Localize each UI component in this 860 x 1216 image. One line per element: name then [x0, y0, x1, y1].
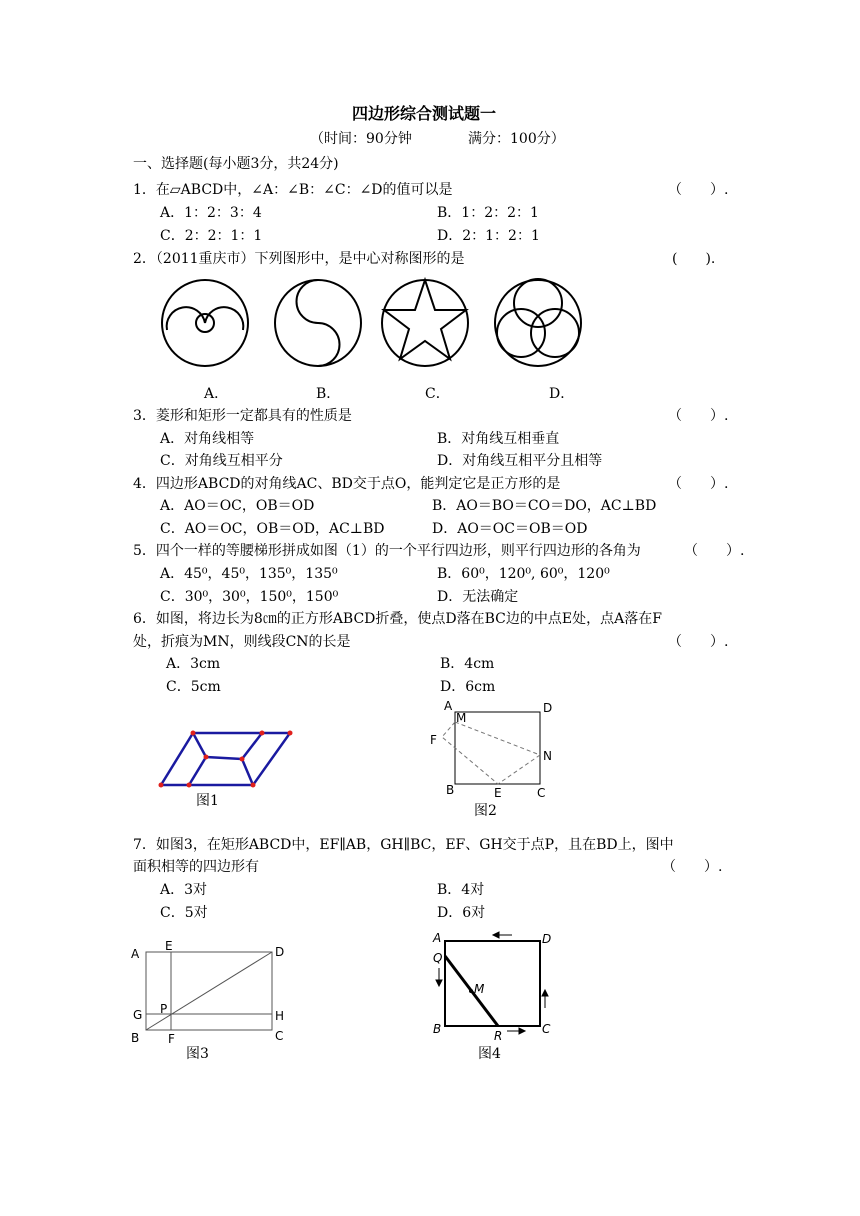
fig4-label-r: R — [494, 1029, 503, 1043]
time-limit: （时间：90分钟 — [310, 131, 412, 147]
q1-option-c: C．2：2：1：1 — [160, 228, 263, 244]
q7-stem-line2: 面积相等的四边形有 — [133, 859, 259, 875]
fig2-label-f: F — [430, 733, 437, 747]
q4-bracket: （ ）. — [668, 476, 729, 492]
q5-option-b: B．60⁰，120⁰, 60⁰，120⁰ — [437, 566, 610, 582]
q3-option-d: D．对角线互相平分且相等 — [437, 453, 603, 469]
fig4-label-a: A — [433, 931, 442, 945]
fig2-label-d: D — [543, 701, 553, 715]
fig2-label-n: N — [543, 749, 552, 763]
fig4-label-b: B — [433, 1022, 442, 1036]
q6-option-a: A．3cm — [166, 656, 221, 672]
figure-1-caption: 图1 — [196, 793, 219, 809]
q5-stem: 5．四个一样的等腰梯形拼成如图（1）的一个平行四边形，则平行四边形的各角为 — [133, 543, 641, 559]
fig3-label-e: E — [165, 939, 173, 953]
q2-label-a: A． — [204, 386, 229, 402]
q1-option-d: D．2：1：2：1 — [437, 228, 540, 244]
q3-option-a: A．对角线相等 — [160, 431, 255, 447]
fig3-label-c: C — [275, 1029, 284, 1043]
fig3-label-h: H — [275, 1009, 285, 1023]
section-heading: 一、选择题(每小题3分，共24分) — [133, 156, 339, 172]
q1-stem: 1．在▱ABCD中，∠A：∠B：∠C：∠D的值可以是 — [133, 182, 453, 198]
q6-option-d: D．6cm — [440, 679, 496, 695]
fig3-label-b: B — [131, 1031, 140, 1045]
q6-bracket: （ ）. — [668, 634, 729, 650]
q4-stem: 4．四边形ABCD的对角线AC、BD交于点O，能判定它是正方形的是 — [133, 476, 561, 492]
full-score: 满分：100分） — [468, 131, 565, 147]
fig3-label-a: A — [131, 947, 140, 961]
q7-option-c: C．5对 — [160, 905, 208, 921]
q6-stem-line2: 处，折痕为MN，则线段CN的长是 — [133, 634, 351, 650]
q3-bracket: （ ）. — [668, 408, 729, 424]
q1-option-b: B．1：2：2：1 — [437, 205, 539, 221]
q3-stem: 3．菱形和矩形一定都具有的性质是 — [133, 408, 352, 424]
q4-option-a: A．AO＝OC，OB＝OD — [160, 498, 315, 514]
fig2-label-c: C — [537, 786, 546, 800]
fig4-label-d: D — [542, 932, 552, 946]
q2-stem: 2．（2011重庆市）下列图形中，是中心对称图形的是 — [133, 251, 465, 267]
fig3-label-d: D — [275, 945, 285, 959]
q4-option-d: D．AO＝OC＝OB＝OD — [432, 521, 588, 537]
q5-option-c: C．30⁰，30⁰，150⁰，150⁰ — [160, 589, 339, 605]
q2-label-c: C． — [425, 386, 450, 402]
q3-option-c: C．对角线互相平分 — [160, 453, 283, 469]
fig2-label-e: E — [494, 786, 502, 800]
figure-2-caption: 图2 — [474, 803, 497, 819]
q7-option-a: A．3对 — [160, 882, 208, 898]
fig2-label-a: A — [444, 699, 453, 713]
q1-option-a: A．1：2：3：4 — [160, 205, 262, 221]
q7-bracket: （ ）. — [662, 859, 723, 875]
figure-4-caption: 图4 — [478, 1046, 501, 1062]
q5-option-a: A．45⁰，45⁰，135⁰，135⁰ — [160, 566, 338, 582]
fig3-label-f: F — [168, 1032, 175, 1046]
q7-stem: 7．如图3，在矩形ABCD中，EF∥AB，GH∥BC，EF、GH交于点P，且在BD上，图中 — [133, 837, 674, 853]
fig2-label-m: M — [456, 711, 467, 725]
q5-option-d: D．无法确定 — [437, 589, 519, 605]
fig2-label-b: B — [446, 783, 455, 797]
q5-bracket: （ ）. — [684, 543, 745, 559]
q6-option-c: C．5cm — [166, 679, 221, 695]
fig4-label-m: M — [474, 982, 485, 996]
q6-stem: 6．如图，将边长为8㎝的正方形ABCD折叠，使点D落在BC边的中点E处，点A落在F — [133, 611, 662, 627]
q7-option-b: B．4对 — [437, 882, 485, 898]
q2-bracket: ( ). — [672, 251, 716, 267]
fig4-label-c: C — [542, 1022, 551, 1036]
q4-option-c: C．AO＝OC，OB＝OD，AC⊥BD — [160, 521, 385, 537]
q3-option-b: B．对角线互相垂直 — [437, 431, 560, 447]
q1-bracket: （ ）. — [668, 182, 729, 198]
q2-label-b: B． — [316, 386, 341, 402]
fig3-label-p: P — [160, 1002, 168, 1016]
q4-option-b: B．AO＝BO＝CO＝DO，AC⊥BD — [432, 498, 657, 514]
q6-option-b: B．4cm — [440, 656, 495, 672]
fig4-label-q: Q — [433, 951, 443, 965]
figure-3-caption: 图3 — [186, 1046, 209, 1062]
q7-option-d: D．6对 — [437, 905, 486, 921]
q2-label-d: D． — [549, 386, 575, 402]
fig3-label-g: G — [133, 1008, 143, 1022]
page-title: 四边形综合测试题一 — [352, 104, 497, 123]
